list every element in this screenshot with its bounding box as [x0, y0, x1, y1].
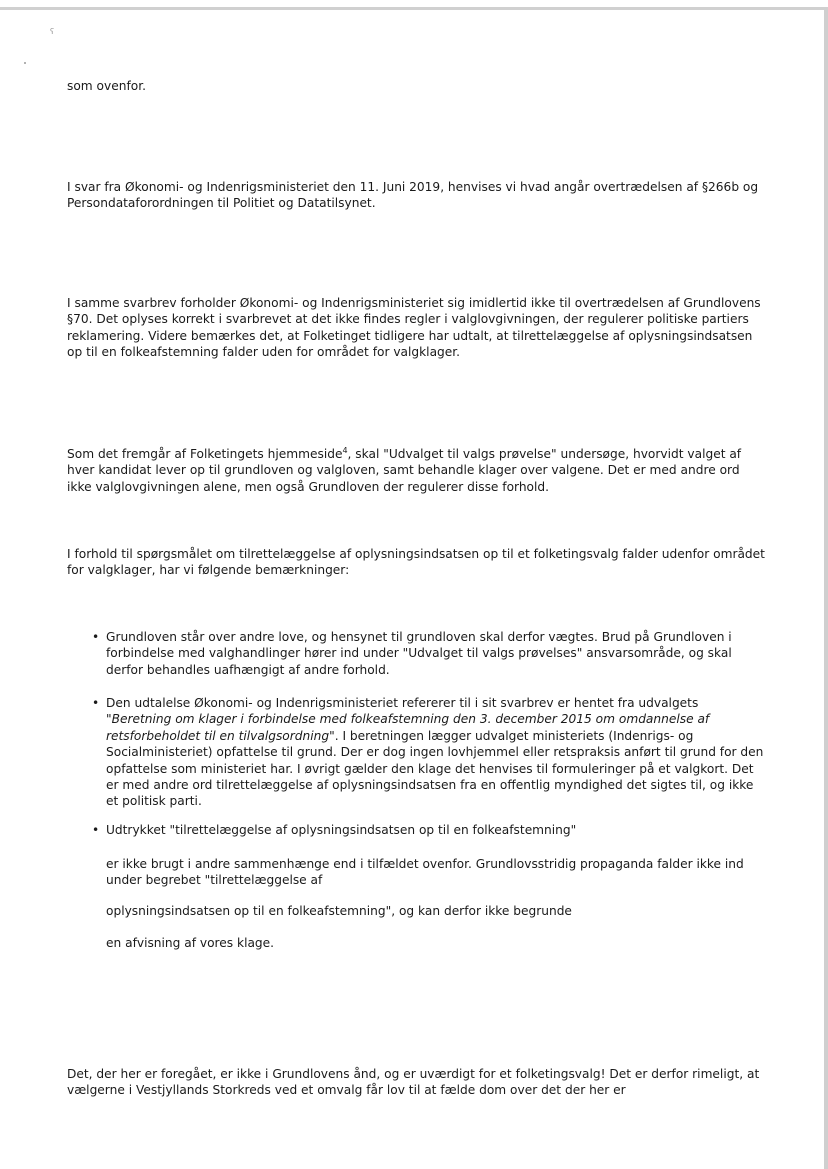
- b2-text-a: Den udtalelse Økonomi- og Indenrigsministeriet refererer til i sit svarbrev er hentet fra udvalgets: [106, 696, 699, 710]
- bullet-3-continuation-1: er ikke brugt i andre sammenhænge end i tilfældet ovenfor. Grundlovsstridig propaganda falder ikke ind under begrebet "tilrettelæggelse af: [106, 857, 744, 888]
- scan-artifact-dot: [24, 62, 26, 64]
- scan-right-edge: [824, 10, 828, 1169]
- footnote-ref: 4: [342, 445, 348, 455]
- b2-text-b: . I beretningen lægger udvalget ministeriets (Indenrigs- og Socialministeriet) opfattelse til grund. Der er dog ingen lovhjemmel eller retspraksis anført til grund for den opfattelse som ministeriet har. I øvrigt gælder den klage det henvises til formuleringer på et valgkort. Det er med andre ord tilrettelæggelse af oplysningsindsatsen fra en offentlig myndighed det sigtes til, og ikke et politisk parti.: [106, 728, 764, 809]
- bullet-icon: •: [92, 630, 100, 644]
- scan-top-edge: [0, 7, 828, 10]
- bullet-icon: •: [92, 696, 100, 710]
- b2-report-title: "Beretning om klager i forbindelse med folkeafstemning den 3. december 2015 om omdannelse af retsforbeholdet til en tilvalgsordning": [106, 712, 710, 743]
- bullet-item-1: [92, 629, 767, 678]
- bullet-text-1: Grundloven står over andre love, og hensynet til grundloven skal derfor vægtes. Brud på Grundloven i forbindelse med valghandlinger hører ind under "Udvalget til valgs prøvelses" ansvarsområde, og skal derfor behandles uafhængigt af andre forhold.: [106, 630, 732, 677]
- opening-line: som ovenfor.: [67, 79, 146, 93]
- paragraph-folketing-website: [67, 446, 767, 495]
- bullet-3-continuation-2: oplysningsindsatsen op til en folkeafstemning", og kan derfor ikke begrunde: [106, 904, 572, 918]
- bullet-text-3: Udtrykket "tilrettelæggelse af oplysningsindsatsen op til en folkeafstemning": [106, 823, 577, 837]
- paragraph-grundlov-70: I samme svarbrev forholder Økonomi- og Indenrigsministeriet sig imidlertid ikke til overtrædelsen af Grundlovens §70. Det oplyses korrekt i svarbrevet at det ikke findes regler i valglovgivningen, der regulerer politiske partiers reklamering. Videre bemærkes det, at Folketinget tidligere har udtalt, at tilrettelæggelse af oplysningsindsatsen op til en folkeafstemning falder uden for området for valgklager.: [67, 296, 761, 360]
- bullet-icon: •: [92, 823, 100, 837]
- bullet-item-3: [92, 822, 767, 838]
- p3-text-b: , skal "Udvalget til valgs prøvelse" undersøge, hvorvidt valget af hver kandidat lever op til grundloven og valgloven, samt behandle klager over valgene. Det er med andre ord ikke valglovgivningen alene, men også Grundloven der regulerer disse forhold.: [67, 447, 742, 494]
- bullet-3-continuation-3: en afvisning af vores klage.: [106, 936, 275, 950]
- paragraph-ministry-reply: I svar fra Økonomi- og Indenrigsministeriet den 11. Juni 2019, henvises vi hvad angår overtrædelsen af §266b og Persondataforordningen til Politiet og Datatilsynet.: [67, 180, 759, 211]
- p3-text-a: Som det fremgår af Folketingets hjemmeside: [67, 447, 343, 461]
- paragraph-remarks-intro: I forhold til spørgsmålet om tilrettelæggelse af oplysningsindsatsen op til et folketingsvalg falder udenfor området for valgklager, har vi følgende bemærkninger:: [67, 547, 765, 578]
- scan-artifact-mark: ʕ: [50, 27, 55, 36]
- bullet-text-2: [106, 695, 767, 810]
- bullet-item-2: [92, 695, 767, 810]
- closing-paragraph: Det, der her er foregået, er ikke i Grundlovens ånd, og er uværdigt for et folketingsvalg! Det er derfor rimeligt, at vælgerne i Vestjyllands Storkreds ved et omvalg får lov til at fælde dom over det der her er: [67, 1067, 760, 1098]
